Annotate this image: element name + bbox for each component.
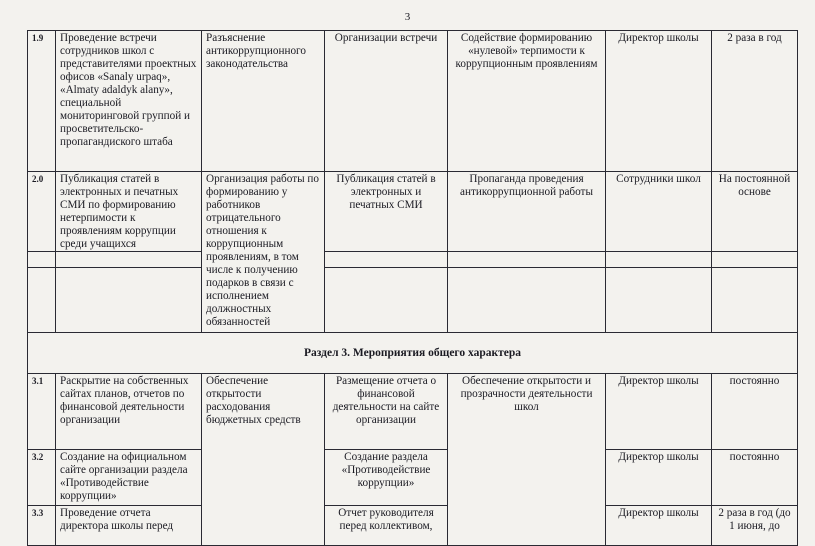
table-row (28, 450, 798, 506)
event-form: Публикация статей в электронных и печатных СМИ (325, 172, 448, 252)
event-goal: Содействие формированию «нулевой» терпимости к коррупционным проявлениям (448, 31, 606, 172)
table-row (28, 506, 798, 546)
section-title: Раздел 3. Мероприятия общего характера (28, 333, 798, 374)
page-number: 3 (404, 11, 411, 23)
term: постоянно (712, 374, 798, 450)
term: На постоянной основе (712, 172, 798, 252)
event-name: Раскрытие на собственных сайтах планов, отчетов по финансовой деятельности организации (56, 374, 202, 450)
table-row (28, 31, 798, 172)
event-topic: Организация работы по формированию у работников отрицательного отношения к коррупционным проявлениям, в том числе к получению подарков в связи с исполнением должностных обязанностей (202, 172, 325, 333)
term: 2 раза в год (до 1 июня, до (712, 506, 798, 546)
action-plan-table (27, 30, 798, 546)
event-name: Публикация статей в электронных и печатных СМИ по формированию нетерпимости к проявлениям коррупции среди учащихся (56, 172, 202, 252)
section-header-row (28, 333, 798, 374)
event-name: Проведение отчета директора школы перед (56, 506, 202, 546)
row-number: 3.1 (28, 374, 56, 450)
responsible: Директор школы (606, 31, 712, 172)
row-number: 3.2 (28, 450, 56, 506)
event-form: Создание раздела «Противодействие коррупции» (325, 450, 448, 506)
event-name: Проведение встречи сотрудников школ с представителями проектных офисов «Sanaly urpaq», «Almaty adaldyk alany», специальной мониторинговой группой и просветительско-пропагандиского штаба (56, 31, 202, 172)
row-number: 2.0 (28, 172, 56, 252)
table-row (28, 374, 798, 450)
row-number: 3.3 (28, 506, 56, 546)
row-number: 1.9 (28, 31, 56, 172)
event-form: Размещение отчета о финансовой деятельности на сайте организации (325, 374, 448, 450)
event-form: Организации встречи (325, 31, 448, 172)
term: 2 раза в год (712, 31, 798, 172)
table-row-empty (28, 268, 798, 333)
responsible: Директор школы (606, 374, 712, 450)
event-topic: Разъяснение антикоррупционного законодательства (202, 31, 325, 172)
responsible: Директор школы (606, 450, 712, 506)
responsible: Сотрудники школ (606, 172, 712, 252)
term: постоянно (712, 450, 798, 506)
event-form: Отчет руководителя перед коллективом, (325, 506, 448, 546)
event-goal: Пропаганда проведения антикоррупционной работы (448, 172, 606, 252)
event-goal: Обеспечение открытости и прозрачности деятельности школ (448, 374, 606, 546)
event-name: Создание на официальном сайте организации раздела «Противодействие коррупции» (56, 450, 202, 506)
event-topic: Обеспечение открытости расходования бюджетных средств (202, 374, 325, 546)
table-row-empty (28, 252, 798, 268)
table-row (28, 172, 798, 252)
responsible: Директор школы (606, 506, 712, 546)
